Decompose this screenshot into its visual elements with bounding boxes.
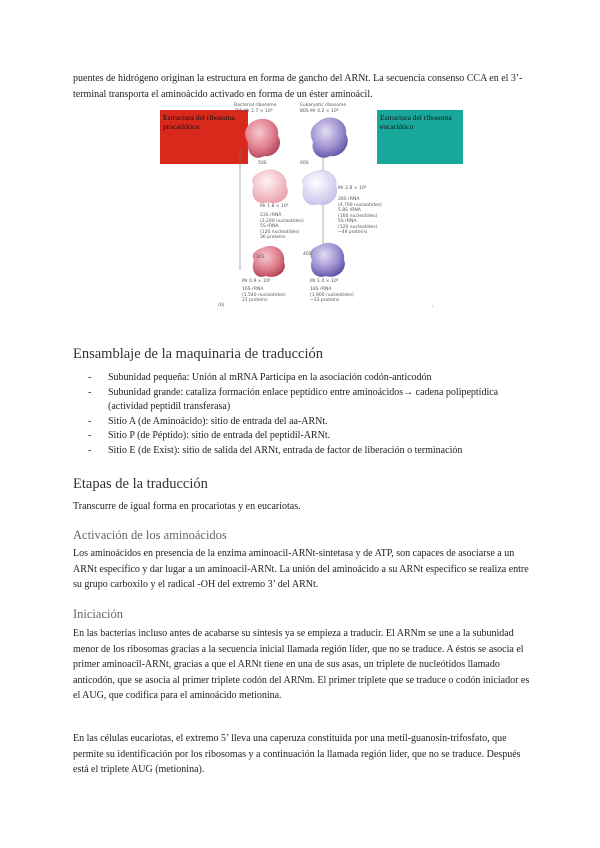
large-prokaryotic-details	[260, 213, 320, 241]
detail-line: (4,700 nucleotides)	[338, 202, 382, 208]
detail-line: 5.8S rRNA	[338, 208, 361, 213]
eukaryotic-ribosome-mass: 80S Mr 4.2 × 10⁶	[300, 109, 339, 114]
prokaryote-label: Estructura del ribosoma procariótico	[160, 110, 248, 164]
activation-paragraph: Los aminoácidos en presencia de la enzima aminoacil-ARNt-sintetasa y de ATP, son capaces de asociarse a un ARNt específico y dar lugar a un aminoacil-ARNt. La unión del aminoácido a su ARNt específico se realiza entre su grupo carboxilo y el radical -OH del extremo 3’ del ARNt.	[73, 548, 529, 590]
list-item: - Subunidad pequeña: Unión al mRNA Participa en la asociación codón-anticodón	[88, 371, 528, 386]
initiation-paragraph-1: En las bacterias incluso antes de acabarse su síntesis ya se empieza a traducir. El ARNm se une a la subunidad menor de los ribosomas gracias a la secuencia inicial llamada región líder, que no se traduce. A éstos se asocia el primer aminoacil-ARNt, gracias a que el ARNt tiene en una de sus asas, un triplete de nucleótidos llamado anticodón, que se asocia al primer triplete codón del ARNm. El primer triplete que se traduce o codón iniciador es el AUG, que codifica para el aminoácido metionina.	[73, 628, 530, 701]
large-subunit-60s-shape	[302, 170, 337, 204]
list-item: - Sitio E (de Exist): sitio de salida del ARNt, entrada de factor de liberación o terminación	[88, 444, 528, 459]
eukaryote-label: Estructura del ribosoma eucariótico	[377, 110, 463, 164]
detail-line: 28S rRNA	[338, 197, 360, 202]
detail-line: 5S rRNA	[260, 224, 279, 229]
detail-line: 18S rRNA	[310, 287, 332, 292]
intro-paragraph: puentes de hidrógeno originan la estructura en forma de gancho del ARNt. La secuencia consenso CCA en el 3’-terminal transporta el aminoácido activado en forma de un éster aminoácil.	[73, 73, 523, 100]
detail-line: (120 nucleotides)	[260, 229, 300, 235]
label-50s: 50S	[258, 161, 267, 166]
detail-line: 23S rRNA	[260, 213, 282, 218]
assembly-list	[88, 371, 528, 458]
bacterial-ribosome-title: Bacterial ribosome	[234, 103, 277, 108]
small-subunit-40s-shape	[310, 243, 345, 277]
large-eukaryotic-mass: Mr 2.8 × 10⁶	[338, 186, 367, 191]
detail-line: (160 nucleotides)	[338, 213, 378, 219]
small-eukaryotic-details	[310, 287, 370, 304]
section-title-assembly: Ensamblaje de la maquinaria de traducción	[73, 346, 324, 362]
figure-panel-label: (b)	[218, 303, 225, 308]
small-prokaryotic-mass: Mr 0.9 × 10⁶	[242, 279, 271, 284]
label-30s: 30S	[256, 255, 265, 260]
section-title-stages: Etapas de la traducción	[73, 476, 208, 492]
bacterial-ribosome-shape	[245, 119, 280, 158]
section-title-activation: Activación de los aminoácidos	[73, 528, 227, 542]
label-40s: 40S	[303, 252, 312, 257]
list-item: - Sitio P (de Péptido): sitio de entrada del peptidil-ARNt.	[88, 429, 528, 444]
stages-paragraph: Transcurre de igual forma en procariotas y en eucariotas.	[73, 501, 301, 512]
detail-line: (3,200 nucleotides)	[260, 218, 304, 224]
list-item: - Sitio A (de Aminoácido): sitio de entrada del aa-ARNt.	[88, 415, 528, 430]
eukaryotic-ribosome-title: Eukaryotic ribosome	[300, 103, 347, 108]
eukaryotic-ribosome-shape	[311, 118, 348, 158]
section-title-initiation: Iniciación	[73, 607, 123, 621]
small-subunit-30s-shape	[253, 246, 285, 277]
large-subunit-50s-shape	[253, 170, 288, 203]
large-prokaryotic-mass: Mr 1.8 × 10⁶	[260, 204, 289, 209]
detail-line: (1,900 nucleotides)	[310, 292, 354, 298]
detail-line: 21 proteins	[242, 298, 268, 303]
detail-line: ~33 proteins	[310, 298, 340, 303]
detail-line: (1,540 nucleotides)	[242, 292, 286, 298]
large-eukaryotic-details	[338, 197, 408, 236]
detail-line: 5S rRNA	[338, 219, 357, 224]
detail-line: (120 nucleotides)	[338, 224, 378, 230]
figure-corner-mark: ᵢ	[432, 304, 433, 309]
detail-line: 16S rRNA	[242, 287, 264, 292]
small-eukaryotic-mass: Mr 1.4 × 10⁶	[310, 279, 339, 284]
bacterial-ribosome-mass: 70S Mr 2.7 × 10⁶	[234, 109, 273, 114]
small-prokaryotic-details	[242, 287, 302, 304]
list-item: - Subunidad grande: cataliza formación enlace peptídico entre aminoácidos→ cadena polipeptídica (actividad peptidil transferasa)	[88, 386, 528, 415]
initiation-paragraph-2: En las células eucariotas, el extremo 5’ lleva una caperuza constituida por una metil-guanosín-trifosfato, que permite su identificación por los ribosomas y a continuación la llamada región líder, que no se traduce. Después está el triplete AUG (metionina).	[73, 733, 521, 775]
label-60s: 60S	[300, 161, 309, 166]
ribosome-figure	[160, 100, 460, 320]
detail-line: ~49 proteins	[338, 230, 368, 235]
detail-line: 36 proteins	[260, 235, 286, 240]
